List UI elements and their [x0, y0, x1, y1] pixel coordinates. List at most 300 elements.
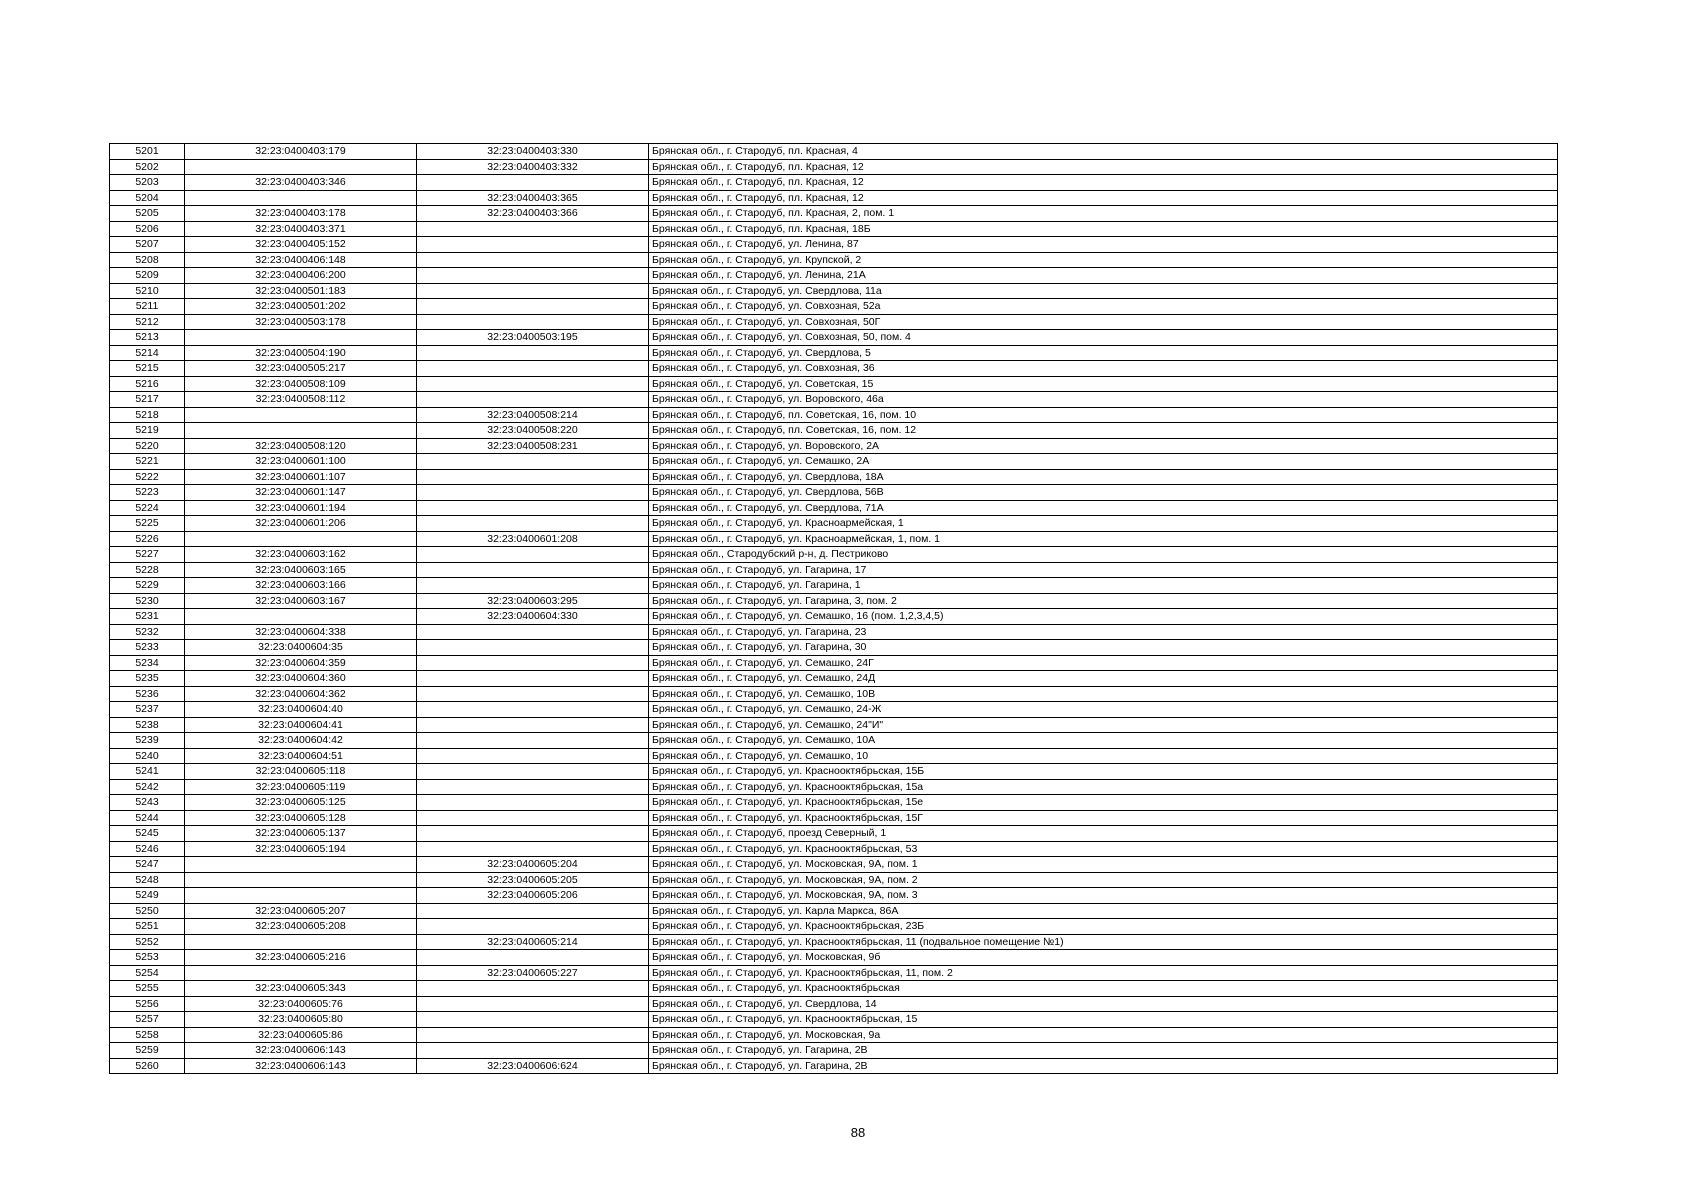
room-cadastral-number-cell — [417, 702, 649, 718]
room-cadastral-number-cell — [417, 516, 649, 532]
table-row — [110, 857, 1558, 873]
table-row — [110, 485, 1558, 501]
row-number-cell: 5227 — [110, 547, 185, 563]
row-number-cell: 5229 — [110, 578, 185, 594]
row-number-cell: 5259 — [110, 1043, 185, 1059]
cadastral-number-cell — [185, 609, 417, 625]
row-number-cell: 5230 — [110, 593, 185, 609]
cadastral-number-cell: 32:23:0400501:183 — [185, 283, 417, 299]
address-cell: Брянская обл., г. Стародуб, ул. Московская, 9А, пом. 3 — [649, 888, 1558, 904]
address-cell: Брянская обл., г. Стародуб, ул. Семашко, 24"И" — [649, 717, 1558, 733]
cadastral-number-cell: 32:23:0400508:112 — [185, 392, 417, 408]
table-row — [110, 299, 1558, 315]
address-cell: Брянская обл., г. Стародуб, ул. Карла Маркса, 86А — [649, 903, 1558, 919]
cadastral-number-cell: 32:23:0400604:41 — [185, 717, 417, 733]
address-cell: Брянская обл., г. Стародуб, ул. Краснооктябрьская, 23Б — [649, 919, 1558, 935]
table-row — [110, 764, 1558, 780]
address-cell: Брянская обл., г. Стародуб, ул. Семашко, 2А — [649, 454, 1558, 470]
room-cadastral-number-cell: 32:23:0400403:365 — [417, 190, 649, 206]
cadastral-number-cell: 32:23:0400601:107 — [185, 469, 417, 485]
cadastral-number-cell: 32:23:0400601:206 — [185, 516, 417, 532]
cadastral-number-cell: 32:23:0400601:147 — [185, 485, 417, 501]
address-cell: Брянская обл., г. Стародуб, ул. Гагарина, 2В — [649, 1043, 1558, 1059]
cadastral-number-cell: 32:23:0400606:143 — [185, 1058, 417, 1074]
cadastral-number-cell: 32:23:0400604:42 — [185, 733, 417, 749]
row-number-cell: 5258 — [110, 1027, 185, 1043]
address-cell: Брянская обл., Стародубский р-н, д. Пестриково — [649, 547, 1558, 563]
cadastral-number-cell: 32:23:0400603:165 — [185, 562, 417, 578]
room-cadastral-number-cell: 32:23:0400605:227 — [417, 965, 649, 981]
address-cell: Брянская обл., г. Стародуб, ул. Семашко, 10А — [649, 733, 1558, 749]
table-row — [110, 392, 1558, 408]
room-cadastral-number-cell: 32:23:0400601:208 — [417, 531, 649, 547]
cadastral-number-cell: 32:23:0400604:338 — [185, 624, 417, 640]
cadastral-number-cell: 32:23:0400604:362 — [185, 686, 417, 702]
room-cadastral-number-cell — [417, 578, 649, 594]
table-row — [110, 1043, 1558, 1059]
row-number-cell: 5253 — [110, 950, 185, 966]
row-number-cell: 5212 — [110, 314, 185, 330]
room-cadastral-number-cell — [417, 903, 649, 919]
cadastral-number-cell: 32:23:0400403:178 — [185, 206, 417, 222]
table-row — [110, 748, 1558, 764]
room-cadastral-number-cell: 32:23:0400604:330 — [417, 609, 649, 625]
row-number-cell: 5215 — [110, 361, 185, 377]
cadastral-number-cell: 32:23:0400505:217 — [185, 361, 417, 377]
cadastral-number-cell: 32:23:0400605:137 — [185, 826, 417, 842]
cadastral-number-cell: 32:23:0400605:119 — [185, 779, 417, 795]
cadastral-number-cell: 32:23:0400605:207 — [185, 903, 417, 919]
row-number-cell: 5203 — [110, 175, 185, 191]
address-cell: Брянская обл., г. Стародуб, пл. Советская, 16, пом. 10 — [649, 407, 1558, 423]
address-cell: Брянская обл., г. Стародуб, ул. Совхозная, 52а — [649, 299, 1558, 315]
row-number-cell: 5231 — [110, 609, 185, 625]
cadastral-number-cell: 32:23:0400605:194 — [185, 841, 417, 857]
room-cadastral-number-cell: 32:23:0400403:330 — [417, 144, 649, 160]
room-cadastral-number-cell — [417, 981, 649, 997]
table-row — [110, 175, 1558, 191]
cadastral-number-cell: 32:23:0400605:118 — [185, 764, 417, 780]
table-row — [110, 469, 1558, 485]
table-row — [110, 547, 1558, 563]
table-row — [110, 795, 1558, 811]
cadastral-number-cell: 32:23:0400605:128 — [185, 810, 417, 826]
cadastral-number-cell: 32:23:0400606:143 — [185, 1043, 417, 1059]
room-cadastral-number-cell — [417, 671, 649, 687]
table-row — [110, 903, 1558, 919]
address-cell: Брянская обл., г. Стародуб, ул. Семашко, 24Д — [649, 671, 1558, 687]
row-number-cell: 5254 — [110, 965, 185, 981]
address-cell: Брянская обл., г. Стародуб, пл. Советская, 16, пом. 12 — [649, 423, 1558, 439]
table-row — [110, 578, 1558, 594]
address-cell: Брянская обл., г. Стародуб, ул. Краснооктябрьская, 15Б — [649, 764, 1558, 780]
cadastral-number-cell: 32:23:0400605:125 — [185, 795, 417, 811]
table-row — [110, 671, 1558, 687]
table-row — [110, 206, 1558, 222]
cadastral-number-cell: 32:23:0400603:162 — [185, 547, 417, 563]
table-row — [110, 159, 1558, 175]
address-cell: Брянская обл., г. Стародуб, ул. Воровского, 46а — [649, 392, 1558, 408]
address-cell: Брянская обл., г. Стародуб, ул. Гагарина, 2В — [649, 1058, 1558, 1074]
room-cadastral-number-cell — [417, 733, 649, 749]
address-cell: Брянская обл., г. Стародуб, ул. Краснооктябрьская — [649, 981, 1558, 997]
row-number-cell: 5234 — [110, 655, 185, 671]
table-row — [110, 221, 1558, 237]
room-cadastral-number-cell: 32:23:0400508:214 — [417, 407, 649, 423]
cadastral-number-cell: 32:23:0400405:152 — [185, 237, 417, 253]
table-row — [110, 593, 1558, 609]
row-number-cell: 5241 — [110, 764, 185, 780]
address-cell: Брянская обл., г. Стародуб, ул. Гагарина, 17 — [649, 562, 1558, 578]
row-number-cell: 5255 — [110, 981, 185, 997]
room-cadastral-number-cell: 32:23:0400605:214 — [417, 934, 649, 950]
address-cell: Брянская обл., г. Стародуб, пл. Красная, 12 — [649, 190, 1558, 206]
room-cadastral-number-cell — [417, 392, 649, 408]
address-cell: Брянская обл., г. Стародуб, ул. Ленина, 87 — [649, 237, 1558, 253]
table-row — [110, 655, 1558, 671]
table-row — [110, 981, 1558, 997]
address-cell: Брянская обл., г. Стародуб, ул. Московская, 9А, пом. 2 — [649, 872, 1558, 888]
row-number-cell: 5218 — [110, 407, 185, 423]
room-cadastral-number-cell — [417, 283, 649, 299]
table-row — [110, 361, 1558, 377]
room-cadastral-number-cell — [417, 547, 649, 563]
row-number-cell: 5207 — [110, 237, 185, 253]
table-row — [110, 609, 1558, 625]
cadastral-number-cell — [185, 330, 417, 346]
cadastral-number-cell: 32:23:0400406:148 — [185, 252, 417, 268]
room-cadastral-number-cell — [417, 795, 649, 811]
table-row — [110, 950, 1558, 966]
address-cell: Брянская обл., г. Стародуб, ул. Гагарина, 30 — [649, 640, 1558, 656]
row-number-cell: 5222 — [110, 469, 185, 485]
address-cell: Брянская обл., г. Стародуб, ул. Семашко, 16 (пом. 1,2,3,4,5) — [649, 609, 1558, 625]
cadastral-number-cell: 32:23:0400603:167 — [185, 593, 417, 609]
property-table-body — [110, 144, 1558, 1074]
cadastral-number-cell: 32:23:0400406:200 — [185, 268, 417, 284]
cadastral-number-cell: 32:23:0400604:359 — [185, 655, 417, 671]
table-row — [110, 841, 1558, 857]
address-cell: Брянская обл., г. Стародуб, ул. Крупской, 2 — [649, 252, 1558, 268]
cadastral-number-cell — [185, 190, 417, 206]
row-number-cell: 5208 — [110, 252, 185, 268]
table-row — [110, 252, 1558, 268]
table-row — [110, 810, 1558, 826]
room-cadastral-number-cell — [417, 717, 649, 733]
room-cadastral-number-cell: 32:23:0400403:332 — [417, 159, 649, 175]
room-cadastral-number-cell — [417, 748, 649, 764]
address-cell: Брянская обл., г. Стародуб, ул. Свердлова, 56В — [649, 485, 1558, 501]
row-number-cell: 5233 — [110, 640, 185, 656]
table-row — [110, 423, 1558, 439]
table-row — [110, 686, 1558, 702]
row-number-cell: 5206 — [110, 221, 185, 237]
row-number-cell: 5219 — [110, 423, 185, 439]
address-cell: Брянская обл., г. Стародуб, ул. Свердлова, 5 — [649, 345, 1558, 361]
row-number-cell: 5237 — [110, 702, 185, 718]
row-number-cell: 5257 — [110, 1012, 185, 1028]
room-cadastral-number-cell: 32:23:0400403:366 — [417, 206, 649, 222]
address-cell: Брянская обл., г. Стародуб, ул. Свердлова, 11а — [649, 283, 1558, 299]
address-cell: Брянская обл., г. Стародуб, ул. Семашко, 24-Ж — [649, 702, 1558, 718]
row-number-cell: 5232 — [110, 624, 185, 640]
room-cadastral-number-cell — [417, 175, 649, 191]
row-number-cell: 5228 — [110, 562, 185, 578]
row-number-cell: 5220 — [110, 438, 185, 454]
room-cadastral-number-cell — [417, 562, 649, 578]
address-cell: Брянская обл., г. Стародуб, ул. Свердлова, 71А — [649, 500, 1558, 516]
row-number-cell: 5239 — [110, 733, 185, 749]
room-cadastral-number-cell — [417, 686, 649, 702]
cadastral-number-cell — [185, 888, 417, 904]
address-cell: Брянская обл., г. Стародуб, ул. Семашко, 10В — [649, 686, 1558, 702]
table-row — [110, 438, 1558, 454]
address-cell: Брянская обл., г. Стародуб, ул. Красноармейская, 1, пом. 1 — [649, 531, 1558, 547]
room-cadastral-number-cell — [417, 314, 649, 330]
table-row — [110, 934, 1558, 950]
table-row — [110, 516, 1558, 532]
property-table — [109, 143, 1558, 1074]
row-number-cell: 5223 — [110, 485, 185, 501]
address-cell: Брянская обл., г. Стародуб, ул. Свердлова, 18А — [649, 469, 1558, 485]
room-cadastral-number-cell — [417, 826, 649, 842]
room-cadastral-number-cell — [417, 376, 649, 392]
row-number-cell: 5226 — [110, 531, 185, 547]
cadastral-number-cell: 32:23:0400501:202 — [185, 299, 417, 315]
address-cell: Брянская обл., г. Стародуб, ул. Гагарина, 3, пом. 2 — [649, 593, 1558, 609]
address-cell: Брянская обл., г. Стародуб, ул. Краснооктябрьская, 15а — [649, 779, 1558, 795]
table-row — [110, 996, 1558, 1012]
table-row — [110, 826, 1558, 842]
room-cadastral-number-cell: 32:23:0400508:220 — [417, 423, 649, 439]
row-number-cell: 5217 — [110, 392, 185, 408]
cadastral-number-cell: 32:23:0400403:346 — [185, 175, 417, 191]
room-cadastral-number-cell — [417, 919, 649, 935]
cadastral-number-cell — [185, 965, 417, 981]
table-row — [110, 1027, 1558, 1043]
room-cadastral-number-cell — [417, 221, 649, 237]
table-row — [110, 376, 1558, 392]
cadastral-number-cell: 32:23:0400604:51 — [185, 748, 417, 764]
address-cell: Брянская обл., г. Стародуб, ул. Совхозная, 36 — [649, 361, 1558, 377]
table-row — [110, 283, 1558, 299]
cadastral-number-cell — [185, 159, 417, 175]
address-cell: Брянская обл., г. Стародуб, ул. Гагарина, 23 — [649, 624, 1558, 640]
row-number-cell: 5210 — [110, 283, 185, 299]
cadastral-number-cell: 32:23:0400605:208 — [185, 919, 417, 935]
row-number-cell: 5205 — [110, 206, 185, 222]
address-cell: Брянская обл., г. Стародуб, ул. Совхозная, 50Г — [649, 314, 1558, 330]
table-row — [110, 1058, 1558, 1074]
address-cell: Брянская обл., г. Стародуб, пл. Красная, 2, пом. 1 — [649, 206, 1558, 222]
room-cadastral-number-cell — [417, 485, 649, 501]
table-row — [110, 702, 1558, 718]
room-cadastral-number-cell — [417, 764, 649, 780]
row-number-cell: 5238 — [110, 717, 185, 733]
room-cadastral-number-cell: 32:23:0400508:231 — [417, 438, 649, 454]
table-row — [110, 717, 1558, 733]
room-cadastral-number-cell — [417, 469, 649, 485]
room-cadastral-number-cell — [417, 454, 649, 470]
room-cadastral-number-cell — [417, 268, 649, 284]
cadastral-number-cell: 32:23:0400605:86 — [185, 1027, 417, 1043]
room-cadastral-number-cell — [417, 252, 649, 268]
table-row — [110, 965, 1558, 981]
address-cell: Брянская обл., г. Стародуб, ул. Советская, 15 — [649, 376, 1558, 392]
room-cadastral-number-cell — [417, 345, 649, 361]
table-row — [110, 779, 1558, 795]
cadastral-number-cell: 32:23:0400403:179 — [185, 144, 417, 160]
table-row — [110, 640, 1558, 656]
row-number-cell: 5250 — [110, 903, 185, 919]
address-cell: Брянская обл., г. Стародуб, ул. Московская, 9б — [649, 950, 1558, 966]
cadastral-number-cell: 32:23:0400508:109 — [185, 376, 417, 392]
table-row — [110, 144, 1558, 160]
address-cell: Брянская обл., г. Стародуб, ул. Гагарина, 1 — [649, 578, 1558, 594]
cadastral-number-cell: 32:23:0400504:190 — [185, 345, 417, 361]
room-cadastral-number-cell: 32:23:0400603:295 — [417, 593, 649, 609]
room-cadastral-number-cell — [417, 810, 649, 826]
address-cell: Брянская обл., г. Стародуб, ул. Московская, 9А, пом. 1 — [649, 857, 1558, 873]
cadastral-number-cell: 32:23:0400601:194 — [185, 500, 417, 516]
room-cadastral-number-cell — [417, 1027, 649, 1043]
cadastral-number-cell: 32:23:0400604:40 — [185, 702, 417, 718]
row-number-cell: 5221 — [110, 454, 185, 470]
row-number-cell: 5211 — [110, 299, 185, 315]
row-number-cell: 5245 — [110, 826, 185, 842]
row-number-cell: 5247 — [110, 857, 185, 873]
row-number-cell: 5248 — [110, 872, 185, 888]
cadastral-number-cell: 32:23:0400605:80 — [185, 1012, 417, 1028]
cadastral-number-cell: 32:23:0400601:100 — [185, 454, 417, 470]
room-cadastral-number-cell — [417, 500, 649, 516]
row-number-cell: 5224 — [110, 500, 185, 516]
row-number-cell: 5204 — [110, 190, 185, 206]
cadastral-number-cell — [185, 857, 417, 873]
room-cadastral-number-cell — [417, 299, 649, 315]
address-cell: Брянская обл., г. Стародуб, ул. Свердлова, 14 — [649, 996, 1558, 1012]
cadastral-number-cell: 32:23:0400403:371 — [185, 221, 417, 237]
room-cadastral-number-cell — [417, 996, 649, 1012]
table-row — [110, 500, 1558, 516]
row-number-cell: 5235 — [110, 671, 185, 687]
row-number-cell: 5225 — [110, 516, 185, 532]
room-cadastral-number-cell — [417, 841, 649, 857]
row-number-cell: 5240 — [110, 748, 185, 764]
cadastral-number-cell: 32:23:0400605:343 — [185, 981, 417, 997]
cadastral-number-cell — [185, 872, 417, 888]
address-cell: Брянская обл., г. Стародуб, ул. Совхозная, 50, пом. 4 — [649, 330, 1558, 346]
table-row — [110, 624, 1558, 640]
address-cell: Брянская обл., г. Стародуб, пл. Красная, 12 — [649, 159, 1558, 175]
table-row — [110, 888, 1558, 904]
cadastral-number-cell: 32:23:0400605:76 — [185, 996, 417, 1012]
address-cell: Брянская обл., г. Стародуб, ул. Московская, 9а — [649, 1027, 1558, 1043]
address-cell: Брянская обл., г. Стародуб, ул. Краснооктябрьская, 53 — [649, 841, 1558, 857]
cadastral-number-cell: 32:23:0400605:216 — [185, 950, 417, 966]
table-row — [110, 237, 1558, 253]
table-row — [110, 872, 1558, 888]
room-cadastral-number-cell — [417, 655, 649, 671]
room-cadastral-number-cell — [417, 237, 649, 253]
address-cell: Брянская обл., г. Стародуб, проезд Северный, 1 — [649, 826, 1558, 842]
row-number-cell: 5242 — [110, 779, 185, 795]
address-cell: Брянская обл., г. Стародуб, ул. Краснооктябрьская, 15е — [649, 795, 1558, 811]
room-cadastral-number-cell — [417, 1043, 649, 1059]
address-cell: Брянская обл., г. Стародуб, ул. Семашко, 24Г — [649, 655, 1558, 671]
cadastral-number-cell: 32:23:0400604:360 — [185, 671, 417, 687]
address-cell: Брянская обл., г. Стародуб, ул. Красноармейская, 1 — [649, 516, 1558, 532]
cadastral-number-cell — [185, 423, 417, 439]
row-number-cell: 5209 — [110, 268, 185, 284]
room-cadastral-number-cell — [417, 779, 649, 795]
table-row — [110, 454, 1558, 470]
table-row — [110, 345, 1558, 361]
address-cell: Брянская обл., г. Стародуб, ул. Краснооктябрьская, 15Г — [649, 810, 1558, 826]
table-row — [110, 733, 1558, 749]
row-number-cell: 5249 — [110, 888, 185, 904]
table-row — [110, 314, 1558, 330]
address-cell: Брянская обл., г. Стародуб, пл. Красная, 4 — [649, 144, 1558, 160]
table-row — [110, 190, 1558, 206]
address-cell: Брянская обл., г. Стародуб, ул. Краснооктябрьская, 11 (подвальное помещение №1) — [649, 934, 1558, 950]
cadastral-number-cell: 32:23:0400603:166 — [185, 578, 417, 594]
address-cell: Брянская обл., г. Стародуб, ул. Ленина, 21А — [649, 268, 1558, 284]
row-number-cell: 5246 — [110, 841, 185, 857]
room-cadastral-number-cell: 32:23:0400605:206 — [417, 888, 649, 904]
row-number-cell: 5251 — [110, 919, 185, 935]
room-cadastral-number-cell — [417, 624, 649, 640]
cadastral-number-cell: 32:23:0400508:120 — [185, 438, 417, 454]
room-cadastral-number-cell: 32:23:0400605:204 — [417, 857, 649, 873]
address-cell: Брянская обл., г. Стародуб, пл. Красная, 18Б — [649, 221, 1558, 237]
row-number-cell: 5243 — [110, 795, 185, 811]
cadastral-number-cell: 32:23:0400503:178 — [185, 314, 417, 330]
row-number-cell: 5256 — [110, 996, 185, 1012]
page-number: 88 — [850, 1125, 866, 1140]
row-number-cell: 5214 — [110, 345, 185, 361]
row-number-cell: 5213 — [110, 330, 185, 346]
table-row — [110, 268, 1558, 284]
row-number-cell: 5216 — [110, 376, 185, 392]
row-number-cell: 5244 — [110, 810, 185, 826]
room-cadastral-number-cell: 32:23:0400605:205 — [417, 872, 649, 888]
row-number-cell: 5260 — [110, 1058, 185, 1074]
table-row — [110, 531, 1558, 547]
address-cell: Брянская обл., г. Стародуб, ул. Семашко, 10 — [649, 748, 1558, 764]
property-table-container — [109, 143, 1558, 1074]
cadastral-number-cell — [185, 407, 417, 423]
table-row — [110, 330, 1558, 346]
room-cadastral-number-cell: 32:23:0400503:195 — [417, 330, 649, 346]
room-cadastral-number-cell — [417, 640, 649, 656]
row-number-cell: 5236 — [110, 686, 185, 702]
room-cadastral-number-cell — [417, 950, 649, 966]
address-cell: Брянская обл., г. Стародуб, пл. Красная, 12 — [649, 175, 1558, 191]
table-row — [110, 562, 1558, 578]
address-cell: Брянская обл., г. Стародуб, ул. Воровского, 2А — [649, 438, 1558, 454]
address-cell: Брянская обл., г. Стародуб, ул. Краснооктябрьская, 15 — [649, 1012, 1558, 1028]
room-cadastral-number-cell: 32:23:0400606:624 — [417, 1058, 649, 1074]
cadastral-number-cell — [185, 531, 417, 547]
address-cell: Брянская обл., г. Стародуб, ул. Краснооктябрьская, 11, пом. 2 — [649, 965, 1558, 981]
row-number-cell: 5201 — [110, 144, 185, 160]
room-cadastral-number-cell — [417, 361, 649, 377]
row-number-cell: 5202 — [110, 159, 185, 175]
room-cadastral-number-cell — [417, 1012, 649, 1028]
cadastral-number-cell — [185, 934, 417, 950]
table-row — [110, 1012, 1558, 1028]
